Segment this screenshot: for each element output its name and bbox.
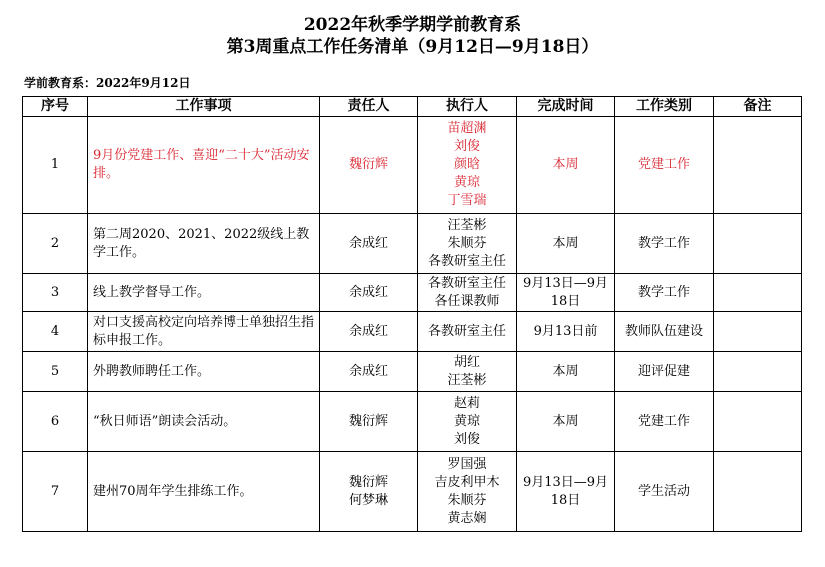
row-number: 2 <box>23 214 88 274</box>
row-deadline: 9月13日前 <box>517 312 615 352</box>
executor-name: 黄琼 <box>453 413 480 429</box>
row-executors <box>418 392 517 452</box>
row-note <box>714 117 802 214</box>
col-header-number: 序号 <box>23 97 88 117</box>
table-row <box>23 392 802 452</box>
table-row <box>23 214 802 274</box>
row-owner <box>320 274 418 312</box>
executor-name: 朱顺芬 <box>447 492 487 508</box>
executor-name: 刘俊 <box>453 139 480 154</box>
row-task: 9月份党建工作、喜迎“二十大”活动安排。 <box>88 117 320 214</box>
executor-name: 苗超渊 <box>447 121 487 136</box>
row-owner <box>320 452 418 532</box>
row-owner <box>320 312 418 352</box>
executor-name: 汪荃彬 <box>447 372 487 388</box>
table-row <box>23 452 802 532</box>
owner-name: 余成红 <box>348 284 388 300</box>
row-number: 4 <box>23 312 88 352</box>
col-header-task: 工作事项 <box>88 97 320 117</box>
row-category: 党建工作 <box>615 117 714 214</box>
executor-name: 丁雪瑞 <box>447 193 487 208</box>
row-category: 迎评促建 <box>615 352 714 392</box>
row-executors <box>418 274 517 312</box>
col-header-note: 备注 <box>714 97 802 117</box>
row-note <box>714 214 802 274</box>
table-row <box>23 312 802 352</box>
row-note <box>714 312 802 352</box>
col-header-executor: 执行人 <box>418 97 517 117</box>
executor-name: 罗国强 <box>447 456 487 472</box>
row-executors <box>418 117 517 214</box>
row-owner <box>320 117 418 214</box>
row-task: 线上教学督导工作。 <box>88 274 320 312</box>
row-executors <box>418 352 517 392</box>
owner-name: 魏衍辉 <box>348 474 388 490</box>
executor-name: 各教研室主任 <box>427 275 506 291</box>
row-category: 教学工作 <box>615 214 714 274</box>
row-deadline: 本周 <box>517 352 615 392</box>
executor-name: 黄志娴 <box>447 510 487 526</box>
row-executors <box>418 312 517 352</box>
table-row <box>23 274 802 312</box>
row-owner <box>320 214 418 274</box>
row-number: 5 <box>23 352 88 392</box>
col-header-owner: 责任人 <box>320 97 418 117</box>
owner-name: 魏衍辉 <box>348 413 388 429</box>
row-note <box>714 352 802 392</box>
col-header-deadline: 完成时间 <box>517 97 615 117</box>
row-note <box>714 452 802 532</box>
executor-name: 吉皮利甲木 <box>434 474 500 490</box>
row-owner <box>320 352 418 392</box>
row-deadline: 9月13日—9月18日 <box>517 274 615 312</box>
executor-name: 刘俊 <box>453 431 480 447</box>
row-task: 外聘教师聘任工作。 <box>88 352 320 392</box>
table-header-row <box>23 97 802 117</box>
row-number: 6 <box>23 392 88 452</box>
executor-name: 赵莉 <box>453 395 480 411</box>
executor-name: 各教研室主任 <box>427 323 506 339</box>
row-deadline: 本周 <box>517 117 615 214</box>
row-note <box>714 392 802 452</box>
row-deadline: 本周 <box>517 392 615 452</box>
row-task: 建州70周年学生排练工作。 <box>88 452 320 532</box>
row-note <box>714 274 802 312</box>
row-category: 教师队伍建设 <box>615 312 714 352</box>
owner-name: 何梦琳 <box>348 492 388 508</box>
row-number: 7 <box>23 452 88 532</box>
row-category: 学生活动 <box>615 452 714 532</box>
executor-name: 黄琼 <box>453 175 480 190</box>
row-task: 第二周2020、2021、2022级线上教学工作。 <box>88 214 320 274</box>
row-number: 1 <box>23 117 88 214</box>
task-list-table <box>22 96 802 532</box>
executor-name: 朱顺芬 <box>447 235 487 251</box>
document-title-line1: 2022年秋季学期学前教育系 <box>303 15 522 35</box>
owner-name: 余成红 <box>348 323 388 339</box>
row-category: 党建工作 <box>615 392 714 452</box>
owner-name: 余成红 <box>348 235 388 251</box>
col-header-category: 工作类别 <box>615 97 714 117</box>
executor-name: 各任课教师 <box>434 293 500 309</box>
executor-name: 各教研室主任 <box>427 253 506 269</box>
owner-name: 余成红 <box>348 363 388 379</box>
row-task: “秋日师语”朗读会活动。 <box>88 392 320 452</box>
row-deadline: 9月13日—9月18日 <box>517 452 615 532</box>
department-date-line: 学前教育系：2022年9月12日 <box>24 76 191 90</box>
document-title-line2: 第3周重点工作任务清单（9月12日—9月18日） <box>226 37 599 57</box>
row-category: 教学工作 <box>615 274 714 312</box>
table-row <box>23 117 802 214</box>
executor-name: 胡红 <box>453 354 480 370</box>
row-number: 3 <box>23 274 88 312</box>
row-executors <box>418 452 517 532</box>
executor-name: 颜晗 <box>453 157 480 172</box>
row-executors <box>418 214 517 274</box>
row-deadline: 本周 <box>517 214 615 274</box>
row-owner <box>320 392 418 452</box>
table-row <box>23 352 802 392</box>
executor-name: 汪荃彬 <box>447 217 487 233</box>
owner-name: 魏衍辉 <box>348 157 388 172</box>
row-task: 对口支援高校定向培养博士单独招生指标申报工作。 <box>88 312 320 352</box>
